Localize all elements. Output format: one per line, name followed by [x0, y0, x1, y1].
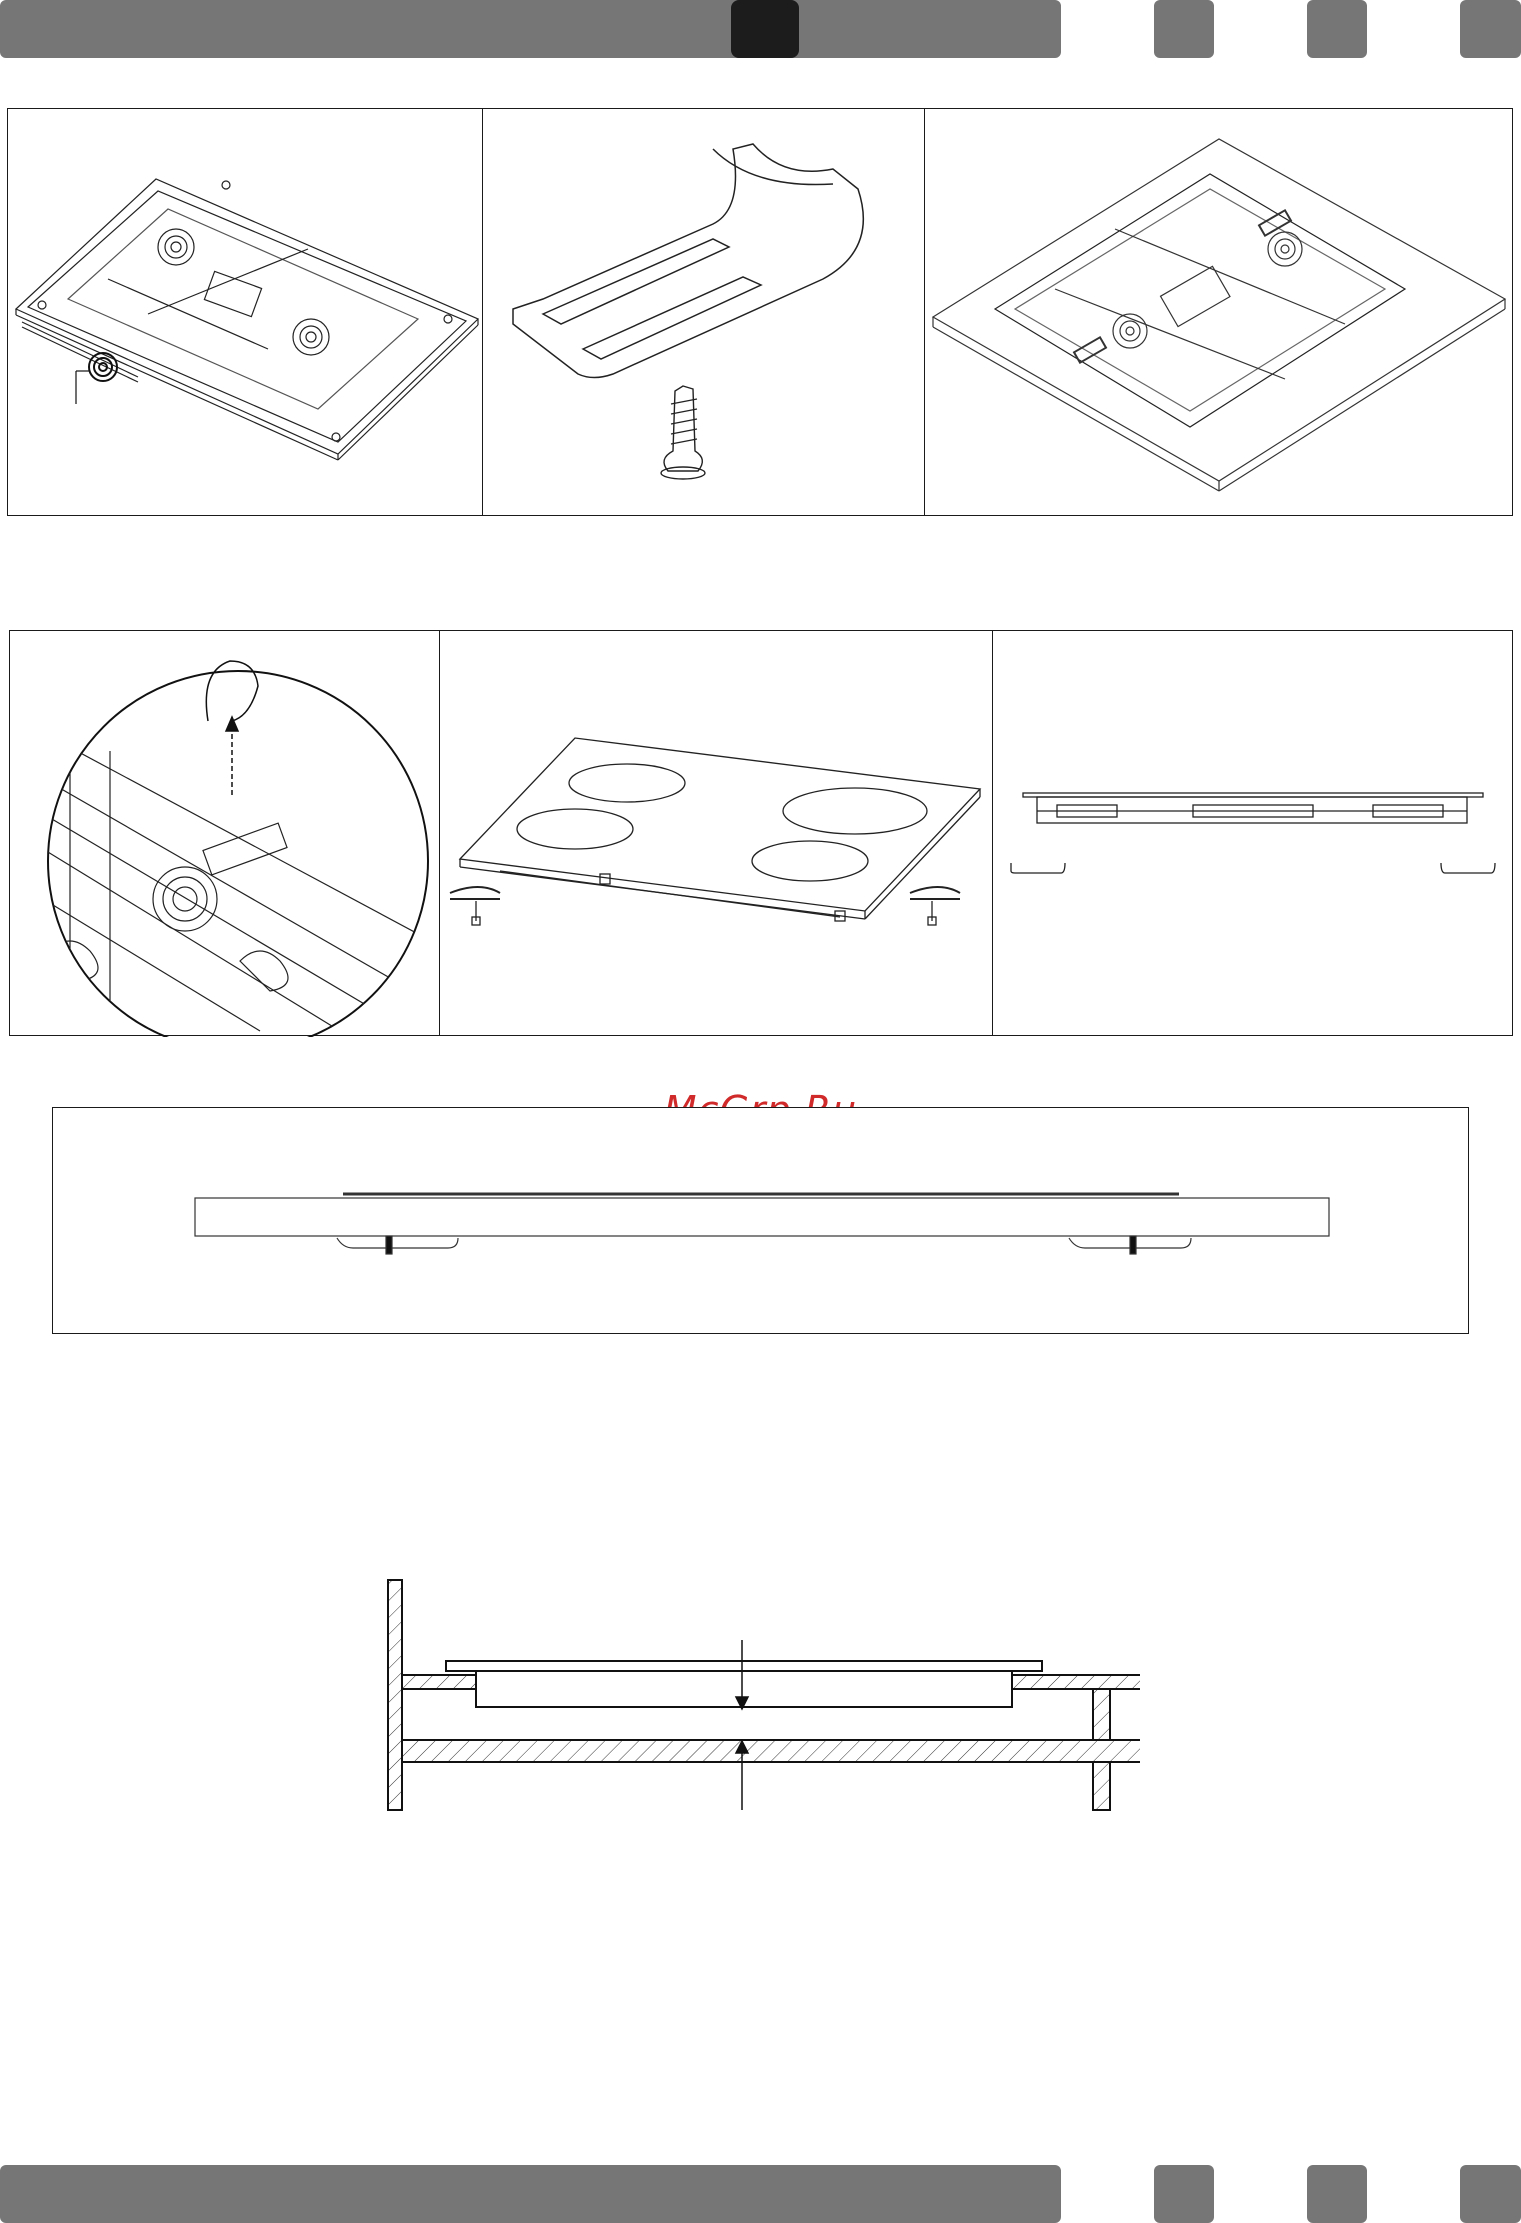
hob-top-view-icon: [460, 738, 980, 911]
mounting-bracket-icon: [513, 144, 863, 378]
panel-hob-side-view: [992, 630, 1513, 1036]
footer-tab-3: [1460, 2165, 1521, 2223]
panel-detail-circle-install: [9, 630, 440, 1036]
footer-tab-2: [1307, 2165, 1367, 2223]
header-active-tab: [731, 0, 799, 58]
header-tab-3: [1460, 0, 1521, 58]
cross-section-diagram: [380, 1575, 1140, 1815]
hob-underside-drawing: [8, 109, 484, 517]
footer-bar: [0, 2165, 1061, 2223]
cross-section-icon: [380, 1575, 1140, 1815]
cooking-zone-icon: [569, 764, 685, 802]
header-tab-1: [1154, 0, 1214, 58]
footer-tab-1: [1154, 2165, 1214, 2223]
screw-icon: [661, 386, 705, 479]
panel-hob-with-brackets: [439, 630, 993, 1036]
sealing-strip-roll-icon: [76, 353, 117, 404]
header-tab-2: [1307, 0, 1367, 58]
hand-arrow-icon: [206, 661, 258, 796]
panel-bracket-and-screw: [482, 108, 925, 516]
panel-worktop-side-view: [52, 1107, 1469, 1334]
panel-hob-on-worktop: [924, 108, 1513, 516]
panel-hob-underside-sealing: [7, 108, 483, 516]
header-bar: [0, 0, 1061, 58]
